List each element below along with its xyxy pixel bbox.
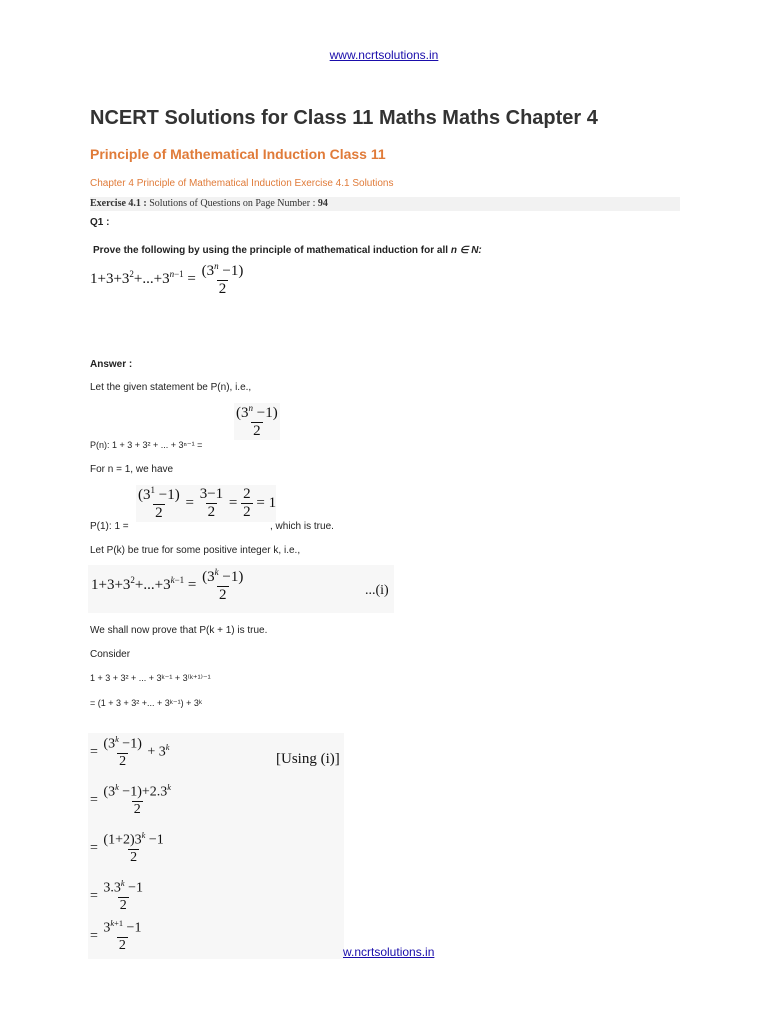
answer-line-consider: Consider [90, 649, 131, 660]
answer-line-sum: 1 + 3 + 3² + ... + 3ᵏ⁻¹ + 3⁽ᵏ⁺¹⁾⁻¹ [90, 673, 211, 683]
equation-step-5: = $\frac{3^{k+1} -1}{2}$ [90, 919, 142, 953]
equation-p1: $\frac{(3^1 -1)}{2}$ = $\frac{3-1}{2}$ = $\frac{2}{2}$ = 1 [138, 485, 277, 521]
equation-step-1: = $\frac{(3^k -1)}{2}$ + $3^k$ [90, 735, 170, 769]
exercise-page: 94 [317, 198, 328, 209]
exercise-text: Solutions of Questions on Page Number : [149, 198, 316, 209]
equation-step-4: = $\frac{3.3^k -1}{2}$ [90, 879, 144, 913]
prompt-text: Prove the following by using the principle of mathematical induction for all [93, 245, 449, 256]
answer-line-p1: P(1): 1 = [90, 521, 129, 532]
equation-label-i: ...(i) [365, 583, 389, 598]
using-i-note: [Using (i)] [276, 751, 340, 767]
answer-line-for-n1: For n = 1, we have [90, 464, 174, 475]
equation-step-2: = $\frac{(3^k -1)+2.3^k}{2}$ [90, 783, 171, 817]
question-label: Q1 : [90, 217, 110, 228]
page-subtitle: Principle of Mathematical Induction Class 11 [90, 146, 386, 162]
page-title: NCERT Solutions for Class 11 Maths Maths Chapter 4 [90, 107, 598, 129]
equation-i: $1+3+3^2+...+3^{k-1}$ = $\frac{(3^k -1)}{2}$ ...(i) [88, 565, 394, 613]
question-prompt [93, 245, 482, 256]
answer-label: Answer : [90, 359, 133, 370]
footer-link[interactable]: w.ncrtsolutions.in [343, 945, 435, 959]
answer-line-shall-prove: We shall now prove that P(k + 1) is true. [90, 625, 268, 636]
answer-line-let-pk: Let P(k) be true for some positive integer k, i.e., [90, 545, 301, 556]
header-link[interactable]: www.ncrtsolutions.in [329, 48, 439, 62]
exercise-label: Exercise 4.1 : [90, 198, 147, 209]
answer-line-which-true: , which is true. [270, 521, 334, 532]
answer-line-pn: P(n): 1 + 3 + 3² + ... + 3ⁿ⁻¹ = [90, 440, 203, 450]
answer-line-let-given: Let the given statement be P(n), i.e., [90, 382, 252, 393]
answer-line-group: = (1 + 3 + 3² +... + 3ᵏ⁻¹) + 3ᵏ [90, 698, 202, 708]
equation-sum-formula: $1+3+3^2+...+3^{n-1}$ = $\frac{(3^n -1)}{2}$ [90, 261, 244, 297]
equation-pn-fraction: $\frac{(3^n -1)}{2}$ [236, 403, 278, 439]
section-heading: Chapter 4 Principle of Mathematical Induction Exercise 4.1 Solutions [90, 178, 394, 189]
equation-step-3: = $\frac{(1+2)3^k -1}{2}$ [90, 831, 164, 865]
equation-steps-block [88, 733, 344, 959]
exercise-bar [90, 197, 680, 211]
prompt-variable: n ∈ N: [450, 245, 482, 256]
